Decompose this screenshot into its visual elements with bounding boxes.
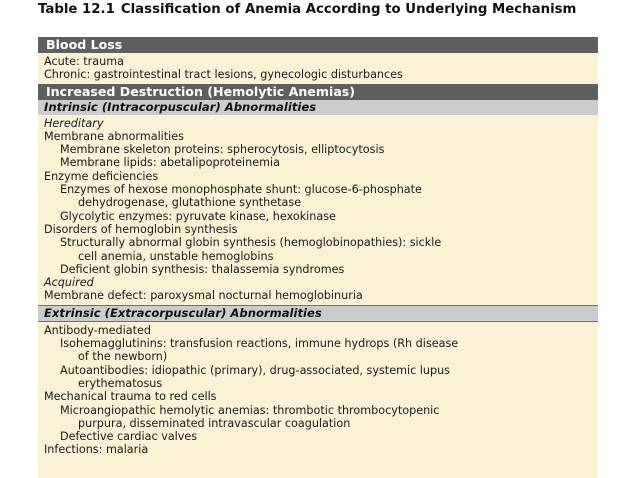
table-line: Microangiopathic hemolytic anemias: thrombotic thrombocytopenic <box>60 403 440 417</box>
table-line: Disorders of hemoglobin synthesis <box>44 222 238 236</box>
subsection-header-intrinsic: Intrinsic (Intracorpuscular) Abnormalities <box>38 100 598 115</box>
section-header-blood-loss: Blood Loss <box>38 37 598 53</box>
table-line: Hereditary <box>44 116 104 130</box>
table-line: Acquired <box>44 276 94 290</box>
table-line: cell anemia, unstable hemoglobins <box>78 249 274 263</box>
table-title <box>38 3 598 17</box>
table-number: Table 12.1 <box>38 2 115 17</box>
table-line: of the newborn) <box>78 350 168 364</box>
table-line: Enzymes of hexose monophosphate shunt: glucose-6-phosphate <box>60 183 422 197</box>
table-line: Membrane lipids: abetalipoproteinemia <box>60 156 280 170</box>
table-line: Antibody-mediated <box>44 323 151 337</box>
table-line: Deficient globin synthesis: thalassemia syndromes <box>60 262 345 276</box>
table-line: Chronic: gastrointestinal tract lesions, gynecologic disturbances <box>44 68 403 82</box>
table-line: Autoantibodies: idiopathic (primary), drug-associated, systemic lupus <box>60 363 451 377</box>
table-title-text: Classification of Anemia According to Underlying Mechanism <box>120 2 577 17</box>
table-line: Acute: trauma <box>44 55 124 68</box>
table-line: Infections: malaria <box>44 443 149 457</box>
table-line: dehydrogenase, glutathione synthetase <box>78 196 302 210</box>
table-line: Membrane skeleton proteins: spherocytosis, elliptocytosis <box>60 143 385 157</box>
table-line: Defective cardiac valves <box>60 430 198 444</box>
table-line: Enzyme deficiencies <box>44 169 159 183</box>
table-line: Isohemagglutinins: transfusion reactions, immune hydrops (Rh disease <box>60 337 459 351</box>
table-line: Glycolytic enzymes: pyruvate kinase, hexokinase <box>60 209 336 223</box>
table-line: Structurally abnormal globin synthesis (hemoglobinopathies): sickle <box>60 236 442 250</box>
table-line: purpura, disseminated intravascular coagulation <box>78 416 351 430</box>
table-line: Membrane defect: paroxysmal nocturnal hemoglobinuria <box>44 289 363 303</box>
table-line: Membrane abnormalities <box>44 129 184 143</box>
table-body <box>38 37 598 478</box>
table-line: erythematosus <box>78 376 163 390</box>
subsection-header-extrinsic: Extrinsic (Extracorpuscular) Abnormalities <box>38 306 598 321</box>
table-line: Mechanical trauma to red cells <box>44 390 217 404</box>
section-header-increased-destruction: Increased Destruction (Hemolytic Anemias) <box>38 84 598 100</box>
